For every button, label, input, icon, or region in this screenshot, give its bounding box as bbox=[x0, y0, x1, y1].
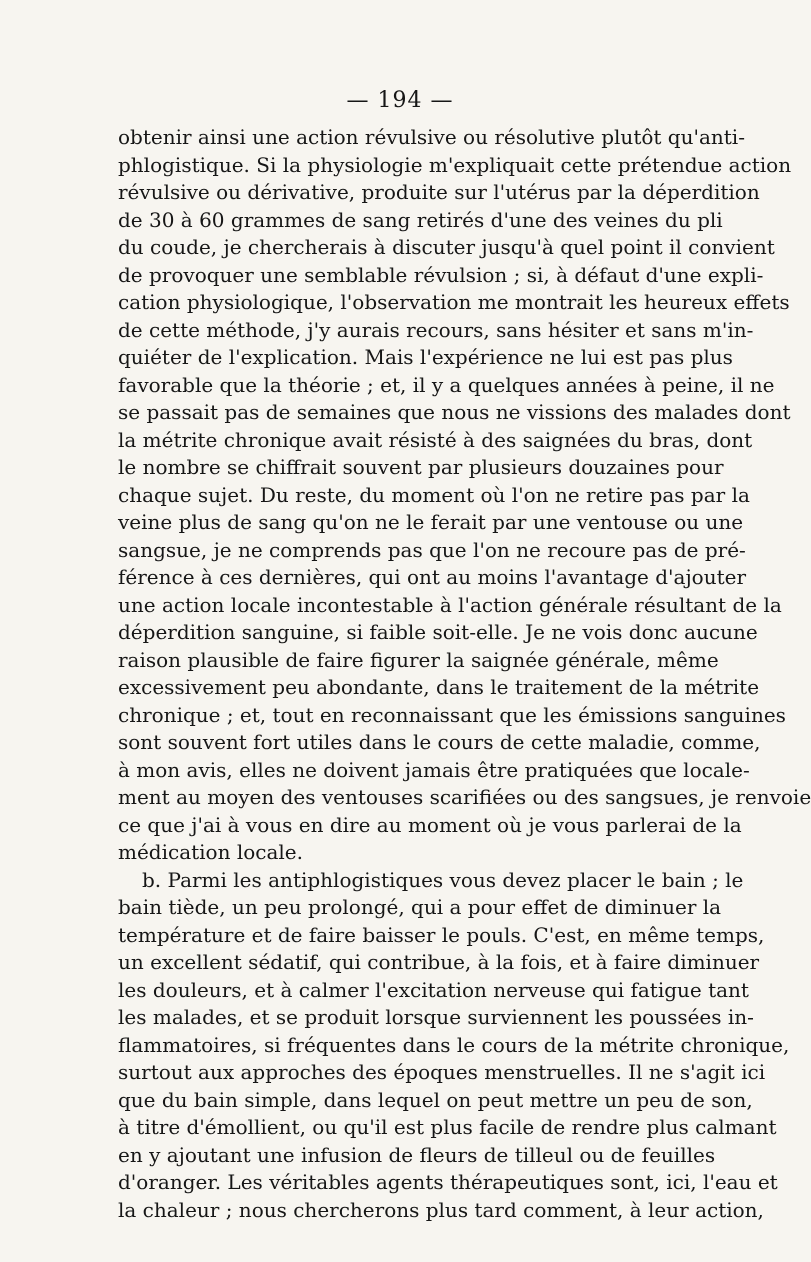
text-line: la chaleur ; nous chercherons plus tard comment, à leur action, bbox=[118, 1197, 764, 1222]
text-line: ce que j'ai à vous en dire au moment où je vous parlerai de la bbox=[118, 812, 742, 837]
text-line: à mon avis, elles ne doivent jamais être pratiquées que locale- bbox=[118, 757, 750, 782]
text-line: à titre d'émollient, ou qu'il est plus facile de rendre plus calmant bbox=[118, 1115, 777, 1139]
text-line: les malades, et se produit lorsque surviennent les poussées in- bbox=[118, 1005, 754, 1029]
text-line: un excellent sédatif, qui contribue, à la fois, et à faire diminuer bbox=[118, 950, 760, 974]
text-line: les douleurs, et à calmer l'excitation nerveuse qui fatigue tant bbox=[118, 977, 749, 1002]
text-line: phlogistique. Si la physiologie m'expliquait cette prétendue action bbox=[118, 152, 792, 177]
text-line: une action locale incontestable à l'action générale résultant de la bbox=[118, 592, 782, 617]
text-line: férence à ces dernières, qui ont au moins l'avantage d'ajouter bbox=[118, 565, 747, 589]
text-line: excessivement peu abondante, dans le traitement de la métrite bbox=[118, 675, 760, 699]
text-line: favorable que la théorie ; et, il y a quelques années à peine, il ne bbox=[118, 372, 775, 397]
text-line: sont souvent fort utiles dans le cours de cette maladie, comme, bbox=[118, 730, 761, 754]
text-line: sangsue, je ne comprends pas que l'on ne recoure pas de pré- bbox=[118, 537, 746, 562]
text-line: chaque sujet. Du reste, du moment où l'on ne retire pas par la bbox=[118, 482, 750, 507]
text-line: la métrite chronique avait résisté à des saignées du bras, dont bbox=[118, 427, 753, 452]
text-line: du coude, je chercherais à discuter jusqu'à quel point il convient bbox=[118, 235, 775, 259]
text-line: température et de faire baisser le pouls. C'est, en même temps, bbox=[118, 922, 765, 947]
text-line: surtout aux approches des époques menstruelles. Il ne s'agit ici bbox=[118, 1060, 766, 1084]
text-line: quiéter de l'explication. Mais l'expérience ne lui est pas plus bbox=[118, 345, 733, 369]
text-line: chronique ; et, tout en reconnaissant que les émissions sanguines bbox=[118, 702, 786, 727]
text-line: de 30 à 60 grammes de sang retirés d'une des veines du pli bbox=[118, 207, 723, 232]
text-line: d'oranger. Les véritables agents thérapeutiques sont, ici, l'eau et bbox=[118, 1170, 778, 1194]
text-line: flammatoires, si fréquentes dans le cours de la métrite chronique, bbox=[118, 1032, 790, 1057]
text-line: de provoquer une semblable révulsion ; si, à défaut d'une expli- bbox=[118, 262, 764, 287]
text-line: se passait pas de semaines que nous ne vissions des malades dont bbox=[118, 400, 791, 424]
page-number: — 194 — bbox=[346, 88, 454, 113]
text-line: de cette méthode, j'y aurais recours, sans hésiter et sans m'in- bbox=[118, 317, 754, 342]
text-line: déperdition sanguine, si faible soit-elle. Je ne vois donc aucune bbox=[118, 620, 758, 644]
text-line: que du bain simple, dans lequel on peut mettre un peu de son, bbox=[118, 1087, 753, 1112]
text-line: veine plus de sang qu'on ne le ferait par une ventouse ou une bbox=[118, 510, 744, 534]
text-line: le nombre se chiffrait souvent par plusieurs douzaines pour bbox=[118, 455, 724, 479]
text-line: raison plausible de faire figurer la saignée générale, même bbox=[118, 647, 719, 672]
text-line: b. Parmi les antiphlogistiques vous devez placer le bain ; le bbox=[142, 867, 744, 892]
text-line: bain tiède, un peu prolongé, qui a pour effet de diminuer la bbox=[118, 895, 722, 919]
text-line: obtenir ainsi une action révulsive ou résolutive plutôt qu'anti- bbox=[118, 125, 745, 149]
text-line: médication locale. bbox=[118, 840, 303, 864]
text-line: cation physiologique, l'observation me montrait les heureux effets bbox=[118, 290, 790, 314]
text-line: révulsive ou dérivative, produite sur l'utérus par la déperdition bbox=[118, 180, 760, 204]
text-line: ment au moyen des ventouses scarifiées ou des sangsues, je renvoie bbox=[118, 785, 811, 809]
text-line: en y ajoutant une infusion de fleurs de tilleul ou de feuilles bbox=[118, 1142, 716, 1167]
body-text bbox=[118, 124, 811, 1224]
